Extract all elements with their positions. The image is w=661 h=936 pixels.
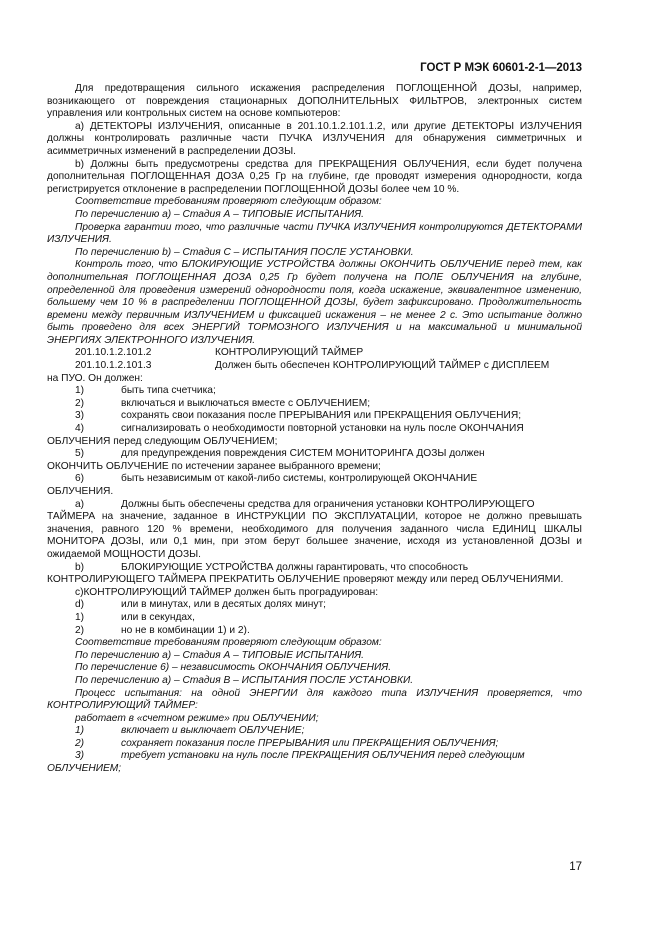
item-text: быть типа счетчика; [121,385,216,397]
list-item [47,612,582,625]
item-text: Должны быть обеспечены средства для ограничения установки КОНТРОЛИРУЮЩЕГО [121,498,535,510]
item-number: 2) [75,624,85,636]
item-text: для предупреждения повреждения СИСТЕМ МОНИТОРИНГА ДОЗЫ должен [121,448,485,460]
document-body [47,83,582,776]
list-item [47,398,582,411]
document-header: ГОСТ Р МЭК 60601-2-1—2013 [420,62,582,74]
paragraph-a: а) ДЕТЕКТОРЫ ИЗЛУЧЕНИЯ, описанные в 201.10.1.2.101.1.2, или другие ДЕТЕКТОРЫ ИЗЛУЧЕНИЯ должны контролировать различные части ПУЧКА ИЗЛУЧЕНИЯ для обнаружения симметричных и асимметричных изменений в распределении ДОЗЫ. [47,120,582,157]
clause-heading [47,360,582,373]
item-number: a) [75,498,85,510]
test-note: По перечислению а) – Стадия В – ИСПЫТАНИЯ ПОСЛЕ УСТАНОВКИ. [75,674,414,686]
item-text: быть независимым от какой-либо системы, контролирующей ОКОНЧАНИЕ [121,473,478,485]
list-item [47,385,582,398]
list-item [47,625,582,638]
item-continuation: ОБЛУЧЕНИЕМ; [47,763,122,775]
item-number: 1) [75,385,85,397]
item-text: сохранять свои показания после ПРЕРЫВАНИЯ или ПРЕКРАЩЕНИЯ ОБЛУЧЕНИЯ; [121,410,522,422]
list-item [47,725,582,738]
item-text: сохраняет показания после ПРЕРЫВАНИЯ или ПРЕКРАЩЕНИЯ ОБЛУЧЕНИЯ; [121,737,499,749]
clause-heading [47,347,582,360]
test-note: По перечислению а) – Стадия А – ТИПОВЫЕ ИСПЫТАНИЯ. [75,208,365,220]
test-note: По перечислению b) – Стадия С – ИСПЫТАНИЯ ПОСЛЕ УСТАНОВКИ. [75,246,414,258]
clause-continuation: на ПУО. Он должен: [47,372,143,384]
clause-number: 201.10.1.2.101.3 [75,360,152,372]
list-item [47,473,582,486]
paragraph: Для предотвращения сильного искажения распределения ПОГЛОЩЕННОЙ ДОЗЫ, например, возникающего от повреждения стационарных ДОПОЛНИТЕЛЬНЫХ ФИЛЬТРОВ, электронных систем управления или контрольных систем на основе компьютеров: [47,83,582,120]
item-number: 4) [75,423,85,435]
clause-title: Должен быть обеспечен КОНТРОЛИРУЮЩИЙ ТАЙМЕР с ДИСПЛЕЕМ [215,360,550,372]
test-note: работает в «счетном режиме» при ОБЛУЧЕНИИ; [75,712,319,724]
item-text: включает и выключает ОБЛУЧЕНИЕ; [121,725,305,737]
test-note: Процесс испытания: на одной ЭНЕРГИИ для каждого типа ИЗЛУЧЕНИЯ проверяется, что КОНТРОЛИРУЮЩИЙ ТАЙМЕР: [47,687,582,712]
list-item [47,423,582,436]
item-number: 2) [75,397,85,409]
list-item [47,448,582,461]
item-number: 2) [75,737,85,749]
item-text: включаться и выключаться вместе с ОБЛУЧЕНИЕМ; [121,397,371,409]
test-note: По перечислению а) – Стадия А – ТИПОВЫЕ ИСПЫТАНИЯ. [75,649,365,661]
page-number: 17 [569,861,582,873]
test-note: Проверка гарантии того, что различные части ПУЧКА ИЗЛУЧЕНИЯ контролируются ДЕТЕКТОРАМИ ИЗЛУЧЕНИЯ. [47,221,582,246]
compliance-note: Соответствие требованиям проверяют следующим образом: [75,637,382,649]
clause-number: 201.10.1.2.101.2 [75,347,152,359]
compliance-note: Соответствие требованиям проверяют следующим образом: [75,196,382,208]
item-number: 3) [75,410,85,422]
paragraph-b: b) Должны быть предусмотрены средства для ПРЕКРАЩЕНИЯ ОБЛУЧЕНИЯ, если будет получена дополнительная ПОГЛОЩЕННАЯ ДОЗА 0,25 Гр на глубине, где проводят измерения однородности, когда регистрируется отклонение в распределении ПОГЛОЩЕННОЙ ДОЗЫ более чем 10 %. [47,158,582,195]
item-number: 1) [75,611,85,623]
list-item [47,410,582,423]
list-item [47,499,582,512]
item-number: 1) [75,725,85,737]
item-text: требует установки на нуль после ПРЕКРАЩЕНИЯ ОБЛУЧЕНИЯ перед следующим [121,750,525,762]
item-text: или в секундах, [121,611,195,623]
list-item [47,599,582,612]
item-continuation: ОКОНЧИТЬ ОБЛУЧЕНИЕ по истечении заранее выбранного времени; [47,460,381,472]
item-text: или в минутах, или в десятых долях минут; [121,599,326,611]
test-note: По перечисление 6) – независимость ОКОНЧАНИЯ ОБЛУЧЕНИЯ. [75,662,392,674]
item-continuation: ОБЛУЧЕНИЯ перед следующим ОБЛУЧЕНИЕМ; [47,435,278,447]
paragraph-c: c)КОНТРОЛИРУЮЩИЙ ТАЙМЕР должен быть проградуирован: [75,586,379,598]
item-number: b) [75,561,85,573]
item-text: БЛОКИРУЮЩИЕ УСТРОЙСТВА должны гарантировать, что способность [121,561,469,573]
item-continuation: ТАЙМЕРА на значение, заданное в ИНСТРУКЦИИ ПО ЭКСПЛУАТАЦИИ, которое не должно превышать значения, равного 120 % времени, необходимого для получения заданного числа ЕДИНИЦ ШКАЛЫ МОНИТОРА ДОЗЫ, или 0,1 мин, при этом берут большее значение, исходя из установленной ДОЗЫ и ожидаемой МОЩНОСТИ ДОЗЫ. [47,511,582,560]
item-continuation: ОБЛУЧЕНИЯ. [47,486,114,497]
list-item [47,738,582,751]
item-number: 6) [75,473,85,485]
item-text: но не в комбинации 1) и 2). [121,624,250,636]
item-text: сигнализировать о необходимости повторной установки на нуль после ОКОНЧАНИЯ [121,423,524,435]
clause-title: КОНТРОЛИРУЮЩИЙ ТАЙМЕР [215,347,364,359]
item-continuation: КОНТРОЛИРУЮЩЕГО ТАЙМЕРА ПРЕКРАТИТЬ ОБЛУЧЕНИЕ проверяют между или перед ОБЛУЧЕНИЯМИ. [47,574,564,586]
list-item [47,562,582,575]
item-number: 3) [75,750,85,762]
item-number: d) [75,599,85,611]
item-number: 5) [75,448,85,460]
test-note: Контроль того, что БЛОКИРУЮЩИЕ УСТРОЙСТВА должны ОКОНЧИТЬ ОБЛУЧЕНИЕ перед тем, как дополнительная ПОГЛОЩЕННАЯ ДОЗА 0,25 Гр будет получена на ПОЛЕ ОБЛУЧЕНИЯ на глубине, определенной для проведения измерений однородности поля, когда искажение, эквивалентное изменению, большему чем 10 % в распределении ПОГЛОЩЕННОЙ ДОЗЫ, будет зафиксировано. Продолжительность времени между первичным ИЗЛУЧЕНИЕМ и фиксацией искажения – не менее 2 с. Это испытание должно быть проведено для всех ЭНЕРГИЙ ТОРМОЗНОГО ИЗЛУЧЕНИЯ и на максимальной и минимальной ЭНЕРГИЯХ ЭЛЕКТРОННОГО ИЗЛУЧЕНИЯ. [47,259,582,346]
list-item [47,750,582,763]
